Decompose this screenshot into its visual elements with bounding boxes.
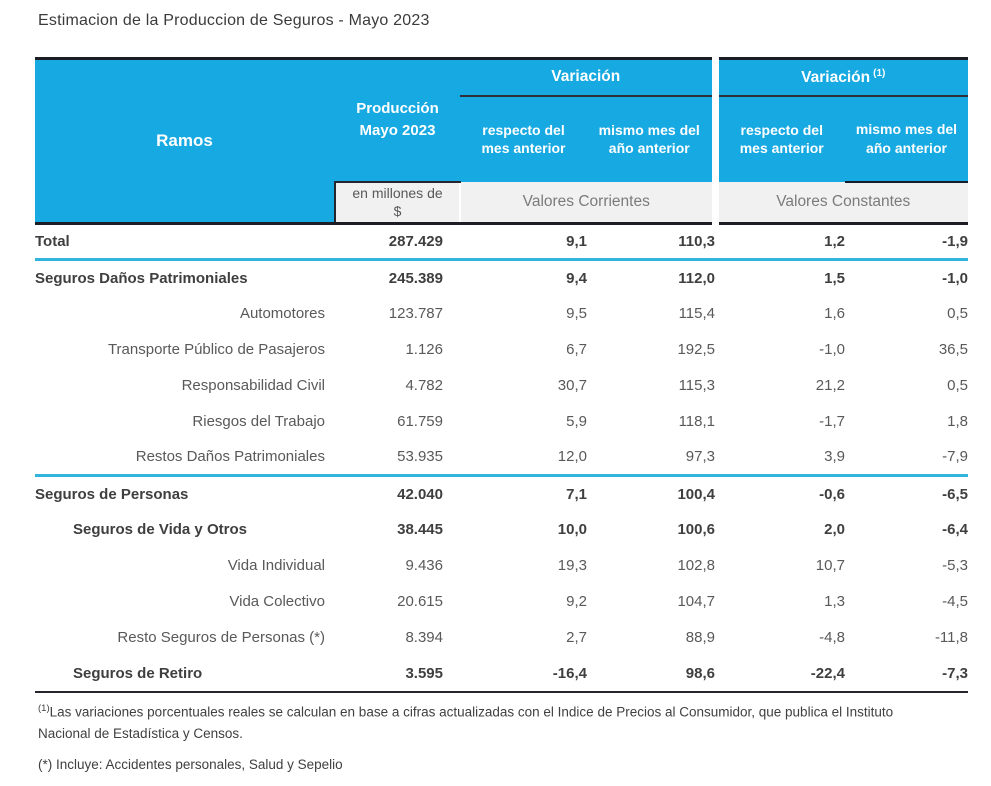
col-header-produccion (335, 59, 460, 182)
cell-produccion: 38.445 (397, 521, 443, 538)
variacion-corrientes-label: Variación (551, 68, 621, 86)
cell-produccion: 287.429 (335, 224, 460, 260)
cell-var-corr-mes: 9,5 (566, 305, 587, 322)
cell-var-corr-mes: 6,7 (566, 341, 587, 358)
cell-var-corr-mes: 19,3 (557, 557, 587, 574)
cell-var-corr-mes: 9,1 (460, 224, 587, 260)
cell-var-const-anio: -7,3 (845, 656, 968, 692)
cell-var-const-mes: 1,6 (824, 305, 845, 322)
cell-var-corr-anio: 192,5 (677, 341, 715, 358)
table-row (35, 296, 968, 332)
cell-var-corr-anio: 100,4 (677, 485, 715, 503)
table-row (35, 620, 968, 656)
insurance-production-table (35, 57, 968, 693)
cell-var-corr-mes: 30,7 (557, 377, 587, 394)
cell-produccion: 123.787 (388, 305, 443, 322)
cell-var-const-mes: -22,4 (715, 656, 845, 692)
row-label: Vida Individual (227, 557, 325, 574)
cell-var-corr-anio: 88,9 (685, 629, 715, 646)
variacion-constantes-label: Variación (801, 68, 871, 86)
cell-var-const-anio: 1,8 (947, 413, 969, 430)
cell-var-corr-anio: 102,8 (677, 557, 715, 574)
row-label: Seguros de Retiro (35, 656, 335, 692)
cell-var-corr-anio: 115,3 (678, 377, 715, 394)
cell-var-corr-anio: 100,6 (677, 521, 715, 538)
row-label: Riesgos del Trabajo (192, 413, 325, 430)
unit-cell (335, 182, 460, 224)
col-header-respecto-mes-constantes: respecto del mes anterior (715, 96, 845, 182)
cell-var-corr-anio: 118,1 (678, 413, 715, 430)
row-label: Seguros de Personas (35, 485, 189, 503)
cell-var-const-anio: -1,0 (942, 269, 969, 287)
cell-var-corr-mes: 7,1 (566, 485, 587, 503)
cell-var-const-mes: -4,8 (819, 629, 845, 646)
row-label: Vida Colectivo (229, 593, 325, 610)
cell-var-const-mes: -0,6 (819, 485, 845, 503)
cell-var-const-anio: -7,9 (845, 440, 968, 476)
cell-produccion: 9.436 (405, 557, 443, 574)
cell-var-const-mes: 1,5 (824, 269, 845, 287)
table-row (35, 332, 968, 368)
cell-var-corr-anio: 110,3 (587, 224, 715, 260)
cell-produccion: 42.040 (397, 485, 443, 503)
produccion-line2: Mayo 2023 (359, 122, 436, 140)
cell-var-const-anio: -11,8 (934, 629, 969, 646)
cell-var-corr-anio: 104,7 (677, 593, 715, 610)
cell-produccion: 8.394 (405, 629, 443, 646)
cell-var-const-anio: 0,5 (947, 377, 969, 394)
col-header-mismo-mes-constantes: mismo mes del año anterior (845, 96, 968, 182)
footnote-1 (38, 701, 938, 745)
cell-var-corr-mes: 5,9 (566, 413, 587, 430)
cell-var-const-mes: 1,3 (824, 593, 845, 610)
cell-var-corr-anio: 97,3 (587, 440, 715, 476)
cell-var-corr-mes: 12,0 (460, 440, 587, 476)
footnote-1-text: Las variaciones porcentuales reales se calculan en base a cifras actualizadas con el Indice de Precios al Consumidor, que publica el Instituto Nacional de Estadística y Censos. (38, 704, 894, 742)
cell-produccion: 20.615 (397, 593, 443, 610)
cell-var-const-anio: -4,5 (942, 593, 969, 610)
table-row (35, 548, 968, 584)
table-row (35, 260, 968, 296)
cell-produccion: 4.782 (405, 377, 443, 394)
cell-var-const-anio: 36,5 (938, 341, 969, 358)
cell-var-const-anio: -1,9 (845, 224, 968, 260)
produccion-line1: Producción (356, 99, 439, 117)
col-group-variacion-corrientes (460, 59, 715, 96)
cell-produccion: 3.595 (335, 656, 460, 692)
cell-var-corr-mes: -16,4 (460, 656, 587, 692)
cell-var-const-mes: -1,0 (819, 341, 845, 358)
table-row (35, 656, 968, 692)
cell-var-corr-anio: 115,4 (678, 305, 715, 322)
cell-var-const-anio: -5,3 (942, 557, 969, 574)
row-label: Seguros Daños Patrimoniales (35, 269, 248, 287)
row-label: Responsabilidad Civil (181, 377, 325, 394)
cell-produccion: 53.935 (335, 440, 460, 476)
cell-var-const-mes: 10,7 (815, 557, 845, 574)
cell-produccion: 1.126 (405, 341, 443, 358)
cell-var-corr-mes: 9,4 (566, 269, 587, 287)
cell-var-const-mes: -1,7 (819, 413, 845, 430)
unit-line2: $ (393, 203, 402, 220)
footnote-2: (*) Incluye: Accidentes personales, Salud y Sepelio (38, 757, 343, 773)
cell-var-corr-mes: 2,7 (566, 629, 587, 646)
cell-var-const-anio: -6,4 (942, 521, 969, 538)
valores-corrientes-label: Valores Corrientes (460, 182, 715, 224)
cell-var-const-mes: 21,2 (815, 377, 845, 394)
cell-var-const-anio: -6,5 (942, 485, 969, 503)
valores-constantes-label: Valores Constantes (715, 182, 968, 224)
row-label: Restos Daños Patrimoniales (35, 440, 335, 476)
cell-var-const-anio: 0,5 (947, 305, 969, 322)
unit-line1: en millones de (352, 185, 443, 202)
footnote-1-marker: (1) (38, 703, 50, 714)
cell-var-const-mes: 1,2 (715, 224, 845, 260)
table-row (35, 584, 968, 620)
cell-var-corr-anio: 112,0 (678, 269, 715, 287)
variacion-footnote-marker: (1) (873, 67, 886, 79)
cell-var-corr-mes: 10,0 (557, 521, 587, 538)
row-label: Total (35, 224, 335, 260)
row-label: Automotores (239, 305, 325, 322)
footnotes (38, 701, 938, 785)
cell-var-const-mes: 3,9 (715, 440, 845, 476)
table-row (35, 440, 968, 476)
cell-produccion: 61.759 (397, 413, 443, 430)
table-row (35, 368, 968, 404)
table-row (35, 476, 968, 512)
page-title: Estimacion de la Produccion de Seguros - Mayo 2023 (38, 12, 430, 29)
col-group-variacion-constantes (715, 59, 968, 96)
table-row (35, 404, 968, 440)
table-row-total (35, 224, 968, 260)
col-header-ramos: Ramos (35, 59, 335, 224)
row-label: Seguros de Vida y Otros (73, 521, 247, 538)
col-header-mismo-mes-corrientes: mismo mes del año anterior (587, 96, 715, 182)
header-row-groups (35, 59, 968, 96)
cell-produccion: 245.389 (388, 269, 443, 287)
table-row (35, 512, 968, 548)
row-label: Resto Seguros de Personas (*) (117, 629, 325, 646)
col-header-respecto-mes-corrientes: respecto del mes anterior (460, 96, 587, 182)
cell-var-corr-anio: 98,6 (587, 656, 715, 692)
cell-var-corr-mes: 9,2 (566, 593, 587, 610)
row-label: Transporte Público de Pasajeros (107, 341, 325, 358)
cell-var-const-mes: 2,0 (824, 521, 845, 538)
